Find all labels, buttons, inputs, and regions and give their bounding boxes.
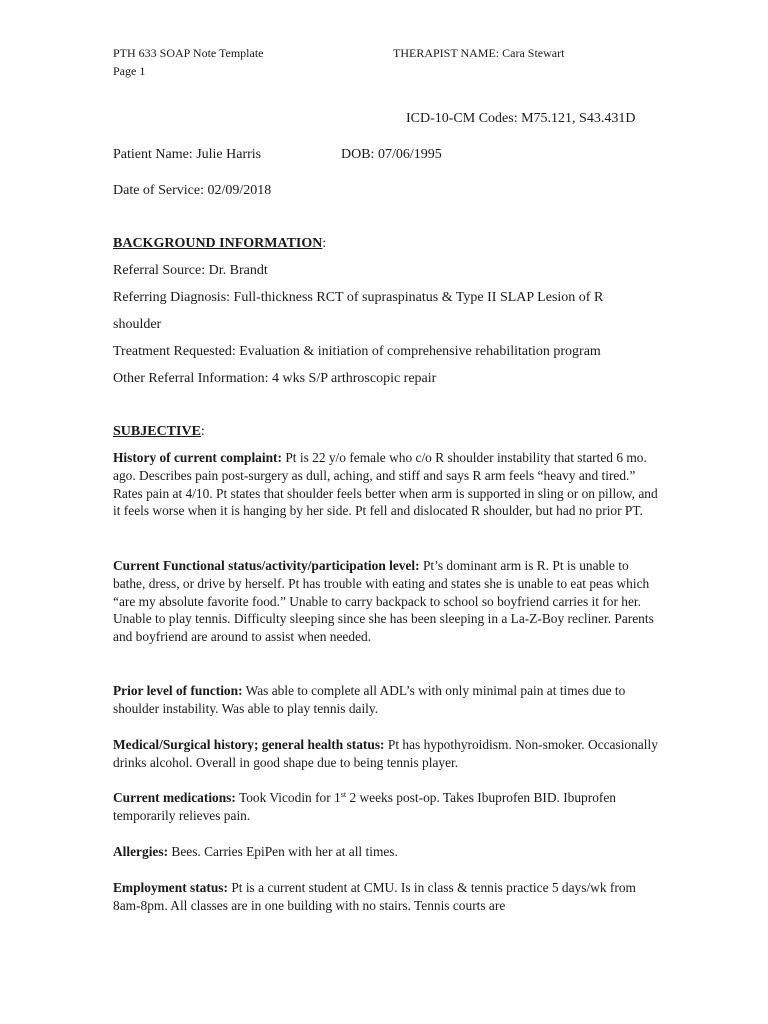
medical-history-paragraph	[113, 736, 658, 772]
referral-source: Referral Source: Dr. Brandt	[113, 263, 268, 278]
other-referral-info: Other Referral Information: 4 wks S/P arthroscopic repair	[113, 371, 437, 386]
medications-label: Current medications:	[113, 790, 236, 805]
medications-text: Took Vicodin for 1	[238, 790, 341, 805]
allergies-text: Bees. Carries EpiPen with her at all times.	[171, 844, 398, 859]
history-text: Pt is 22 y/o female who c/o R shoulder instability that started 6 mo. ago. Describes pain post-surgery as dull, aching, and stiff and says R arm feels “heavy and tired.” Rates pain at 4/10. Pt states that shoulder feels better when arm is supported in sling or on pillow, and it feels worse when it is hanging by her side. Pt fell and dislocated R shoulder, but had no prior PT.	[113, 450, 658, 519]
prior-level-text: Was able to complete all ADL’s with only minimal pain at times due to shoulder instability. Was able to play tennis daily.	[113, 683, 626, 716]
subjective-heading-text: SUBJECTIVE	[113, 424, 201, 439]
employment-text: Pt is a current student at CMU. Is in class & tennis practice 5 days/wk from 8am-8pm. All classes are in one building with no stairs. Tennis courts are	[113, 880, 636, 913]
prior-level-label: Prior level of function:	[113, 683, 243, 698]
medications-paragraph	[113, 789, 658, 825]
history-paragraph	[113, 449, 658, 520]
functional-status-label: Current Functional status/activity/participation level:	[113, 558, 420, 573]
medications-text-continued: 2 weeks post-op. Takes Ibuprofen BID. Ibuprofen temporarily relieves pain.	[113, 790, 617, 823]
allergies-label: Allergies:	[113, 844, 169, 859]
icd-codes: ICD-10-CM Codes: M75.121, S43.431D	[406, 111, 636, 126]
patient-dob: DOB: 07/06/1995	[341, 147, 442, 162]
background-heading-colon: :	[322, 236, 327, 251]
patient-name: Patient Name: Julie Harris	[113, 147, 262, 162]
employment-label: Employment status:	[113, 880, 228, 895]
functional-status-paragraph	[113, 557, 658, 646]
background-heading	[113, 236, 326, 252]
medications-superscript: st	[340, 790, 347, 799]
treatment-requested: Treatment Requested: Evaluation & initiation of comprehensive rehabilitation program	[113, 344, 601, 359]
page-number: Page 1	[113, 64, 146, 78]
history-label: History of current complaint:	[113, 450, 282, 465]
subjective-heading	[113, 424, 205, 440]
subjective-heading-colon: :	[200, 424, 205, 439]
employment-paragraph	[113, 879, 658, 915]
template-name: PTH 633 SOAP Note Template	[113, 46, 264, 60]
medical-history-text: Pt has hypothyroidism. Non-smoker. Occasionally drinks alcohol. Overall in good shape due to being tennis player.	[113, 737, 658, 770]
background-heading-text: BACKGROUND INFORMATION	[113, 236, 323, 251]
prior-level-paragraph	[113, 682, 658, 718]
referring-diagnosis-continued: shoulder	[113, 317, 162, 332]
therapist-name: THERAPIST NAME: Cara Stewart	[393, 46, 565, 60]
functional-status-text: Pt’s dominant arm is R. Pt is unable to bathe, dress, or drive by herself. Pt has trouble with eating and states she is unable to eat peas which “are my absolute favorite food.” Unable to carry backpack to school so boyfriend carries it for her. Unable to play tennis. Difficulty sleeping since she has been sleeping in a La-Z-Boy recliner. Parents and boyfriend are around to assist when needed.	[113, 558, 654, 645]
allergies-paragraph	[113, 843, 658, 861]
date-of-service: Date of Service: 02/09/2018	[113, 183, 272, 198]
medical-history-label: Medical/Surgical history; general health status:	[113, 737, 385, 752]
referring-diagnosis: Referring Diagnosis: Full-thickness RCT of supraspinatus & Type II SLAP Lesion of R	[113, 290, 604, 305]
